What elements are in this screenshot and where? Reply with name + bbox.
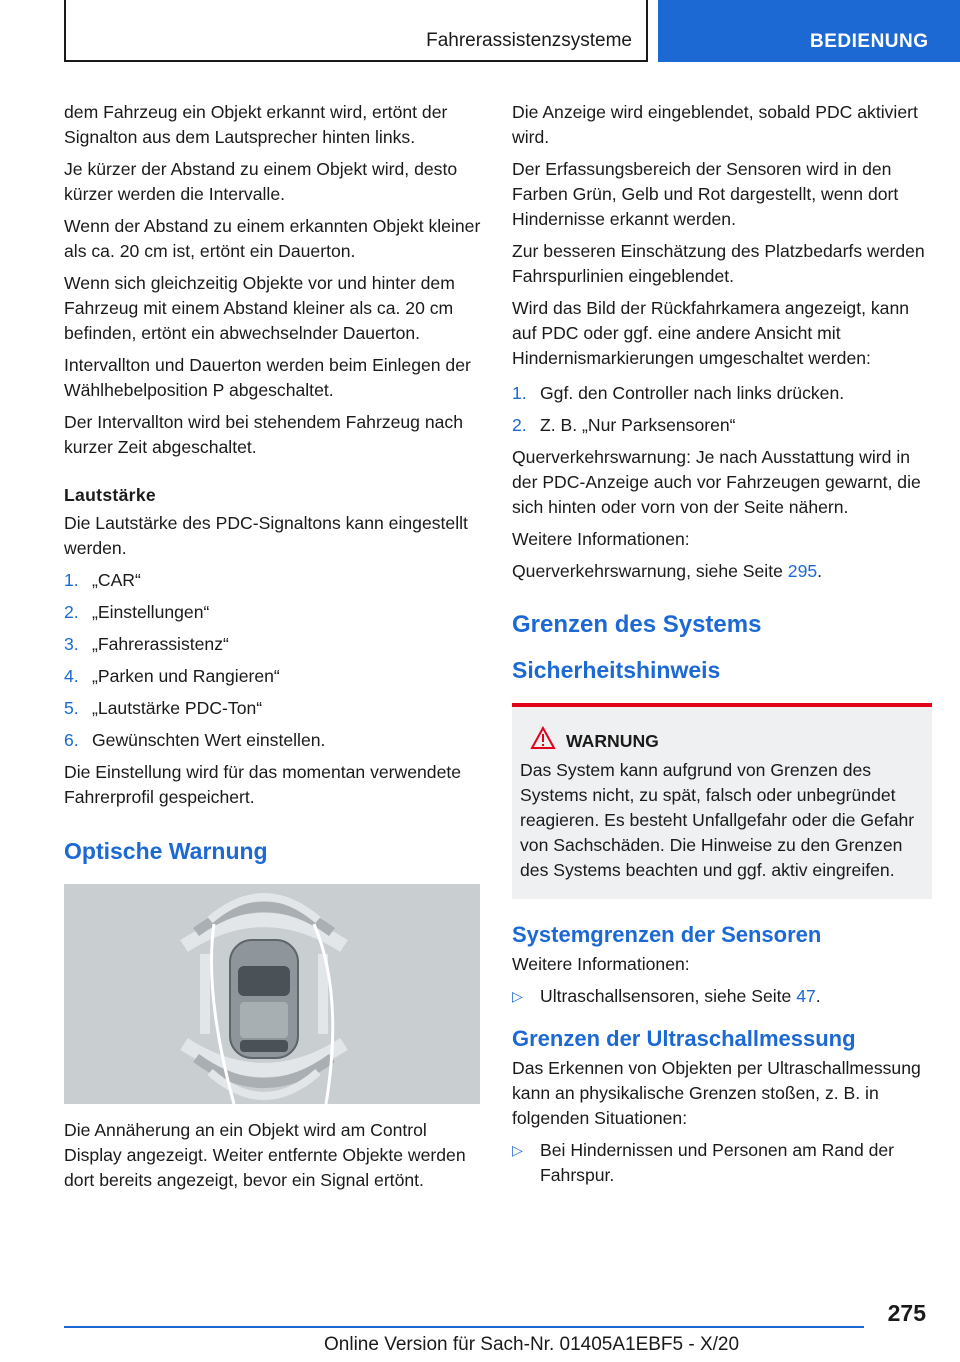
grenzen-des-systems-heading: Grenzen des Systems: [512, 611, 762, 638]
car-sensor-illustration: [64, 884, 480, 1104]
paragraph: Je kürzer der Abstand zu einem Objekt wird, desto kürzer werden die Intervalle.: [64, 159, 458, 204]
step-text: Gewünschten Wert einstellen.: [92, 730, 326, 750]
paragraph: Die Einstellung wird für das momentan verwendete Fahrerprofil gespeichert.: [64, 762, 462, 807]
camera-steps-list: [512, 381, 932, 438]
header-section-title: Fahrerassistenzsysteme: [426, 30, 632, 51]
paragraph: Intervallton und Dauerton werden beim Einlegen der Wählhebelposition P abgeschaltet.: [64, 355, 471, 400]
list-item: [64, 696, 484, 721]
list-item: ▷ Ultraschallsensoren, siehe Seite 47.: [512, 984, 932, 1009]
paragraph: Die Anzeige wird eingeblendet, sobald PDC aktiviert wird.: [512, 102, 918, 147]
footer-online-version: Online Version für Sach-Nr. 01405A1EBF5 - X/20: [324, 1334, 740, 1355]
bullet-text: Bei Hindernissen und Personen am Rand der Fahrspur.: [540, 1140, 895, 1185]
footer-divider: [64, 1326, 864, 1328]
list-item: [64, 600, 484, 625]
bullet-text: Ultraschallsensoren, siehe Seite: [540, 986, 797, 1006]
step-text: „Lautstärke PDC-Ton“: [92, 698, 263, 718]
step-text: „CAR“: [92, 570, 141, 590]
volume-steps-list: [64, 568, 484, 753]
warning-text: Das System kann aufgrund von Grenzen des Systems nicht, zu spät, falsch oder unbegründet reagieren. Es besteht Unfallgefahr oder die Gefahr von Sachschäden. Die Hinweise zu den Grenzen des Systems beachten und ggf. aktiv eingreifen.: [520, 760, 915, 880]
paragraph: Weitere Informationen:: [512, 529, 690, 549]
header-chapter-box: [658, 0, 960, 62]
paragraph: Querverkehrswarnung, siehe Seite 295.: [512, 561, 823, 581]
page-link-47[interactable]: 47: [796, 986, 816, 1006]
step-number: 1.: [64, 570, 79, 590]
step-text: Ggf. den Controller nach links drücken.: [540, 383, 845, 403]
step-text: „Einstellungen“: [92, 602, 210, 622]
step-number: 4.: [64, 666, 79, 686]
bullet-triangle-icon: ▷: [512, 988, 523, 1004]
paragraph: Der Intervallton wird bei stehendem Fahrzeug nach kurzer Zeit abgeschaltet.: [64, 412, 464, 457]
step-text: Z. B. „Nur Parksensoren“: [540, 415, 736, 435]
step-number: 2.: [64, 602, 79, 622]
sensor-bullet-list: [512, 984, 932, 1009]
warning-title: [520, 729, 924, 754]
header-section-box: [64, 0, 648, 62]
paragraph: Die Annäherung an ein Objekt wird am Control Display angezeigt. Weiter entfernte Objekte werden dort bereits angezeigt, bevor ein Signal ertönt.: [64, 1120, 466, 1190]
optische-warnung-heading: Optische Warnung: [64, 838, 268, 864]
paragraph: Querverkehrswarnung: Je nach Ausstattung wird in der PDC-Anzeige auch vor Fahrzeugen gewarnt, die sich hinten oder vorn von der Seite nähern.: [512, 447, 921, 517]
ultraschall-heading: Grenzen der Ultraschallmessung: [512, 1026, 856, 1051]
paragraph: Der Erfassungsbereich der Sensoren wird in den Farben Grün, Gelb und Rot dargestellt, wenn dort Hindernisse erkannt werden.: [512, 159, 899, 229]
bullet-triangle-icon: ▷: [512, 1142, 523, 1158]
lautstaerke-heading: Lautstärke: [64, 485, 156, 505]
right-column: [512, 100, 932, 1195]
list-item: [64, 664, 484, 689]
reference-text: Querverkehrswarnung, siehe Seite: [512, 561, 788, 581]
left-column: [64, 100, 484, 1200]
paragraph: Die Lautstärke des PDC-Signaltons kann eingestellt werden.: [64, 513, 468, 558]
step-text: „Fahrerassistenz“: [92, 634, 229, 654]
list-item: [64, 568, 484, 593]
paragraph: dem Fahrzeug ein Objekt erkannt wird, ertönt der Signalton aus dem Lautsprecher hinten links.: [64, 102, 448, 147]
paragraph: Wenn sich gleichzeitig Objekte vor und hinter dem Fahrzeug mit einem Abstand kleiner als ca. 20 cm befinden, ertönt ein abwechselnder Dauerton.: [64, 273, 455, 343]
step-number: 1.: [512, 383, 527, 403]
step-number: 3.: [64, 634, 79, 654]
systemgrenzen-heading: Systemgrenzen der Sensoren: [512, 922, 822, 947]
step-number: 5.: [64, 698, 79, 718]
list-item: [512, 413, 932, 438]
paragraph: Weitere Informationen:: [512, 954, 690, 974]
warning-triangle-icon: [530, 726, 556, 750]
step-number: 2.: [512, 415, 527, 435]
sicherheitshinweis-heading: Sicherheitshinweis: [512, 657, 721, 683]
list-item: [64, 728, 484, 753]
warning-box: [512, 703, 932, 899]
step-text: „Parken und Rangieren“: [92, 666, 280, 686]
paragraph: Zur besseren Einschätzung des Platzbedarfs werden Fahrspurlinien eingeblendet.: [512, 241, 925, 286]
header-chapter-title: BEDIENUNG: [810, 31, 929, 52]
warning-label: WARNUNG: [566, 731, 659, 751]
paragraph: Wenn der Abstand zu einem erkannten Objekt kleiner als ca. 20 cm ist, ertönt ein Dauerton.: [64, 216, 481, 261]
page-number: 275: [887, 1300, 926, 1326]
list-item: [512, 1138, 932, 1188]
page-link-295[interactable]: 295: [787, 561, 818, 581]
list-item: [512, 381, 932, 406]
paragraph: Wird das Bild der Rückfahrkamera angezeigt, kann auf PDC oder ggf. eine andere Ansicht mit Hindernismarkierungen umgeschaltet werden:: [512, 298, 910, 368]
step-number: 6.: [64, 730, 79, 750]
paragraph: Das Erkennen von Objekten per Ultraschallmessung kann an physikalische Grenzen stoßen, z. B. in folgenden Situationen:: [512, 1058, 921, 1128]
ultraschall-bullet-list: [512, 1138, 932, 1188]
list-item: [64, 632, 484, 657]
pdc-display-image: [64, 884, 480, 1104]
